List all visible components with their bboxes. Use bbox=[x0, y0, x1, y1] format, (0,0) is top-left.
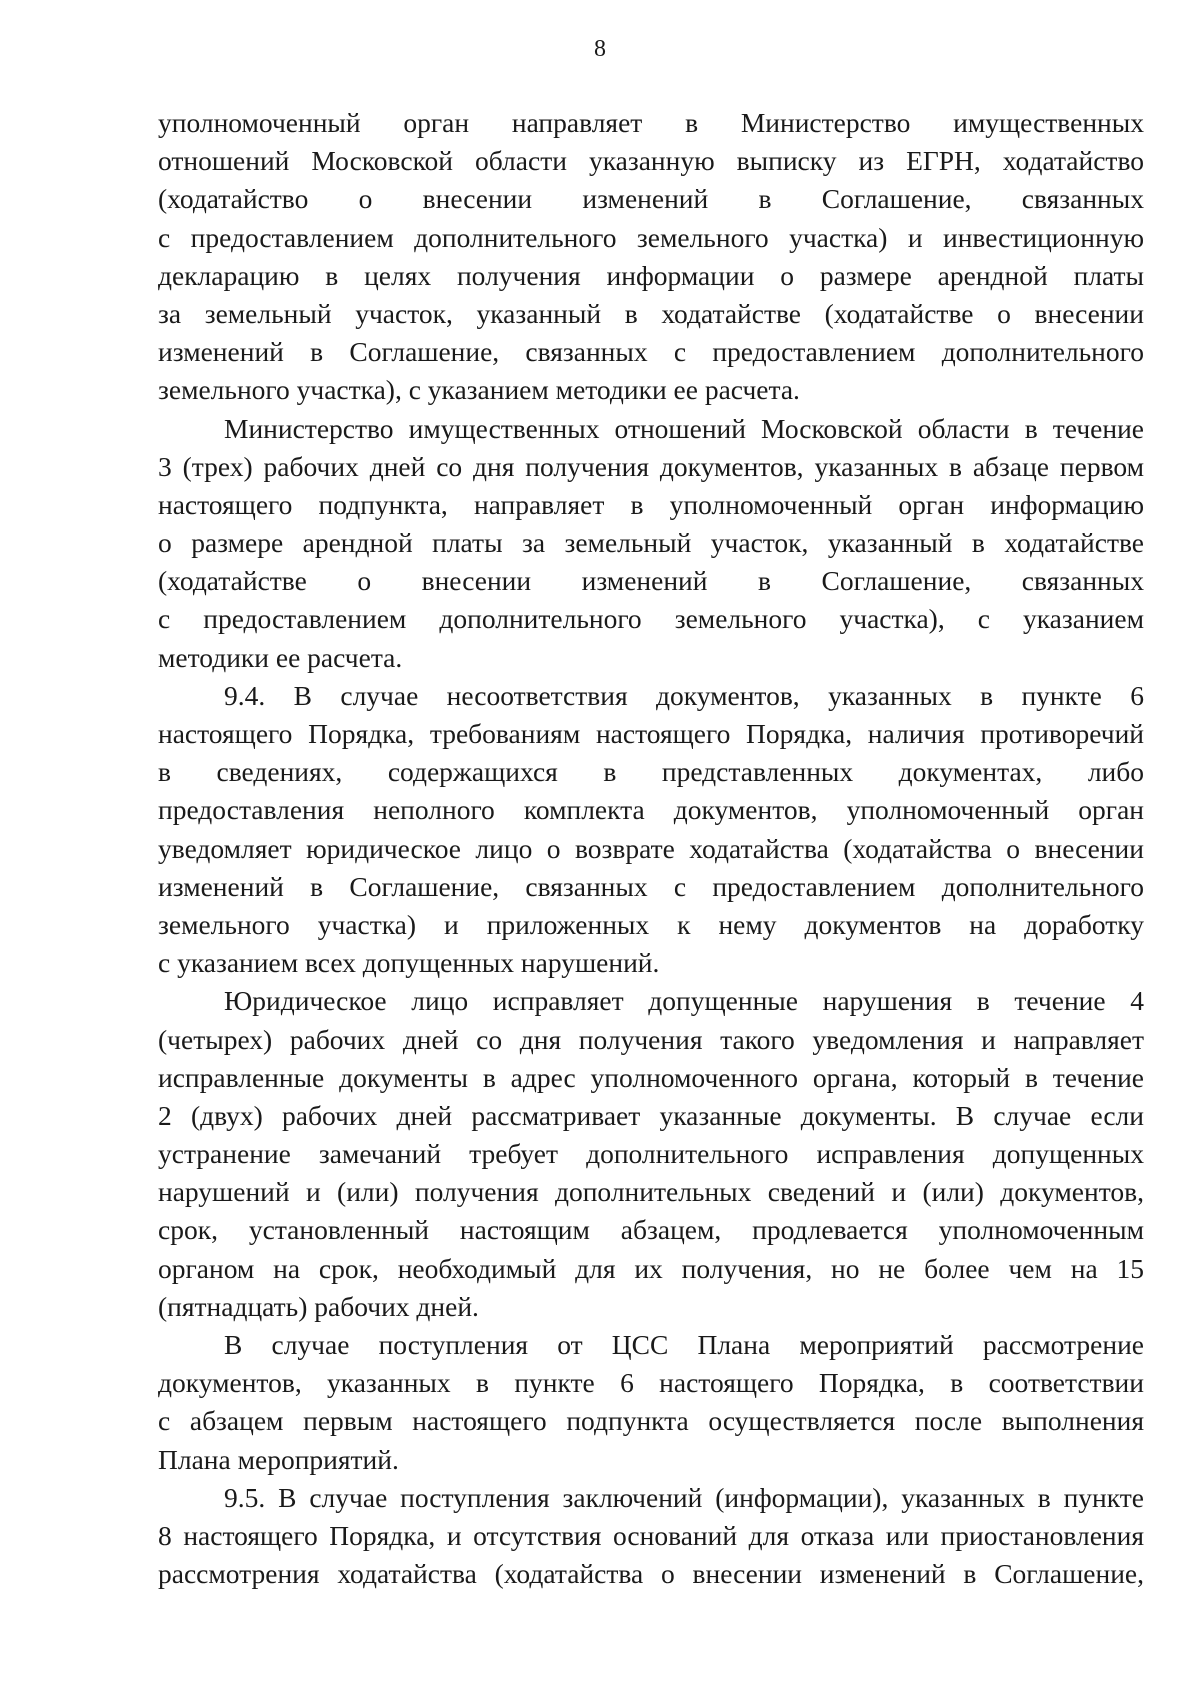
text-line: нарушений и (или) получения дополнительных сведений и (или) документов, bbox=[158, 1176, 1144, 1208]
document-body bbox=[158, 104, 1144, 1593]
text-line: земельного участка), с указанием методики ее расчета. bbox=[158, 374, 800, 406]
text-line: Министерство имущественных отношений Московской области в течение bbox=[224, 412, 1144, 444]
text-line: в сведениях, содержащихся в представленных документах, либо bbox=[158, 756, 1144, 788]
text-line: 8 настоящего Порядка, и отсутствия оснований для отказа или приостановления bbox=[158, 1519, 1144, 1551]
paragraph bbox=[158, 677, 1144, 983]
text-line: о размере арендной платы за земельный участок, указанный в ходатайстве bbox=[158, 527, 1144, 559]
text-line: декларацию в целях получения информации о размере арендной платы bbox=[158, 259, 1144, 291]
paragraph bbox=[158, 410, 1144, 677]
text-line: 9.5. В случае поступления заключений (информации), указанных в пункте bbox=[224, 1481, 1144, 1513]
text-line: Плана мероприятий. bbox=[158, 1443, 399, 1475]
text-line: (ходатайство о внесении изменений в Соглашение, связанных bbox=[158, 183, 1144, 215]
text-line: 9.4. В случае несоответствия документов, указанных в пункте 6 bbox=[224, 679, 1144, 711]
text-line: методики ее расчета. bbox=[158, 641, 403, 673]
text-line: уведомляет юридическое лицо о возврате ходатайства (ходатайства о внесении bbox=[158, 832, 1144, 864]
text-line: предоставления неполного комплекта документов, уполномоченный орган bbox=[158, 794, 1144, 826]
text-line: исправленные документы в адрес уполномоченного органа, который в течение bbox=[158, 1061, 1144, 1093]
text-line: отношений Московской области указанную выписку из ЕГРН, ходатайство bbox=[158, 145, 1144, 177]
text-line: уполномоченный орган направляет в Министерство имущественных bbox=[158, 107, 1144, 138]
text-line: с предоставлением дополнительного земельного участка), с указанием bbox=[158, 603, 1144, 635]
text-line: настоящего Порядка, требованиям настоящего Порядка, наличия противоречий bbox=[158, 718, 1144, 749]
text-line: В случае поступления от ЦСС Плана мероприятий рассмотрение bbox=[224, 1329, 1144, 1360]
text-line: 2 (двух) рабочих дней рассматривает указанные документы. В случае если bbox=[158, 1099, 1144, 1131]
text-line: документов, указанных в пункте 6 настоящего Порядка, в соответствии bbox=[158, 1367, 1144, 1399]
text-line: с предоставлением дополнительного земельного участка) и инвестиционную bbox=[158, 221, 1144, 253]
text-line: изменений в Соглашение, связанных с предоставлением дополнительного bbox=[158, 336, 1144, 368]
text-line: (ходатайстве о внесении изменений в Соглашение, связанных bbox=[158, 565, 1144, 597]
paragraph bbox=[158, 982, 1144, 1326]
text-line: рассмотрения ходатайства (ходатайства о внесении изменений в Соглашение, bbox=[158, 1558, 1144, 1590]
text-line: органом на срок, необходимый для их получения, но не более чем на 15 bbox=[158, 1252, 1144, 1284]
page-number: 8 bbox=[594, 36, 606, 62]
text-line: с указанием всех допущенных нарушений. bbox=[158, 947, 660, 979]
text-line: (пятнадцать) рабочих дней. bbox=[158, 1290, 479, 1322]
text-line: срок, установленный настоящим абзацем, продлевается уполномоченным bbox=[158, 1214, 1144, 1246]
paragraph bbox=[158, 1479, 1144, 1594]
text-line: земельного участка) и приложенных к нему документов на доработку bbox=[158, 908, 1144, 940]
paragraph bbox=[158, 1326, 1144, 1479]
text-line: Юридическое лицо исправляет допущенные нарушения в течение 4 bbox=[224, 985, 1144, 1017]
text-line: (четырех) рабочих дней со дня получения такого уведомления и направляет bbox=[158, 1023, 1144, 1055]
text-line: за земельный участок, указанный в ходатайстве (ходатайстве о внесении bbox=[158, 297, 1144, 329]
paragraph bbox=[158, 104, 1144, 410]
text-line: настоящего подпункта, направляет в уполномоченный орган информацию bbox=[158, 488, 1144, 520]
text-line: устранение замечаний требует дополнительного исправления допущенных bbox=[158, 1138, 1144, 1170]
text-line: с абзацем первым настоящего подпункта осуществляется после выполнения bbox=[158, 1405, 1144, 1437]
text-line: 3 (трех) рабочих дней со дня получения документов, указанных в абзаце первом bbox=[158, 450, 1144, 482]
text-line: изменений в Соглашение, связанных с предоставлением дополнительного bbox=[158, 870, 1144, 902]
